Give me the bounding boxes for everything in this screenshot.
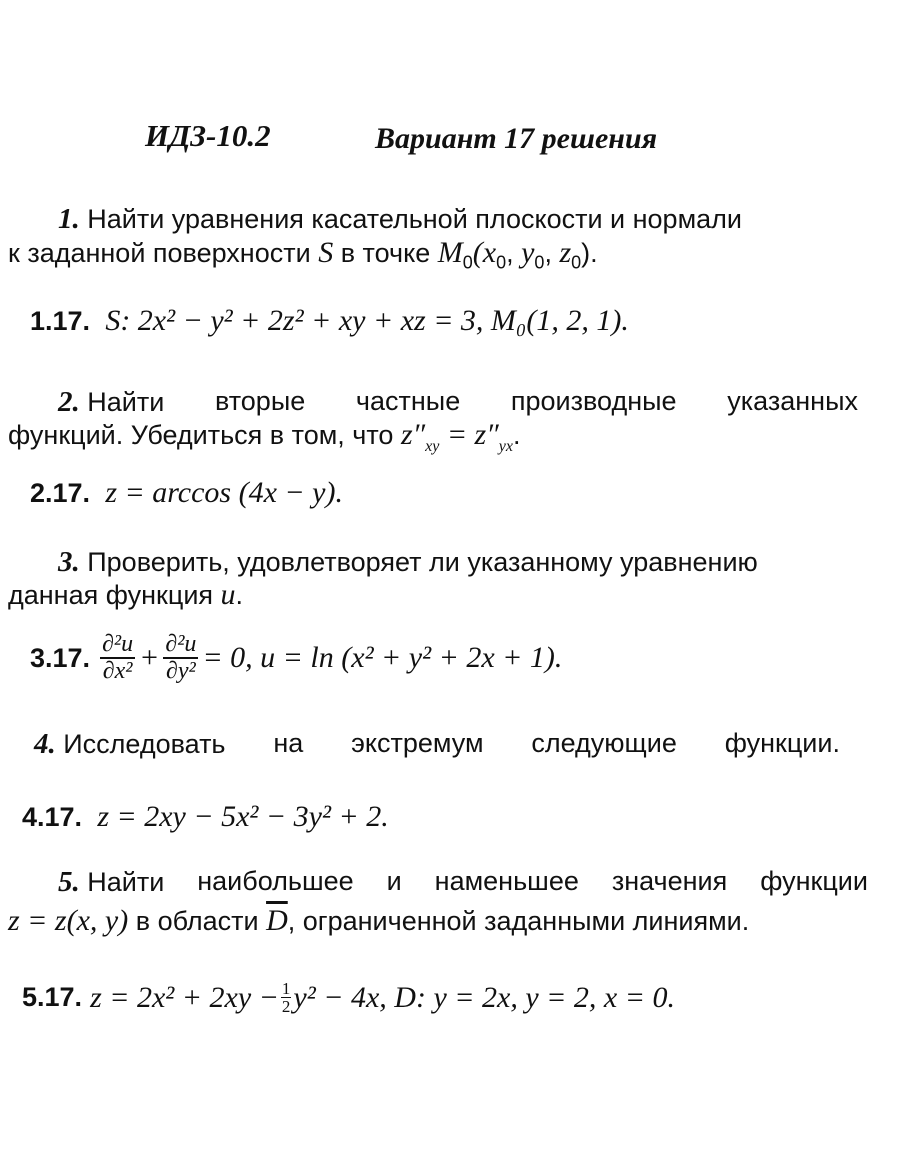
task-5-problem-number: 5.17.: [22, 982, 83, 1012]
task-2-problem-number: 2.17.: [30, 478, 91, 508]
task-3-number: 3.: [58, 546, 80, 578]
task-2-text-line-1: 2. Найти вторые частные производные указанных: [58, 386, 858, 418]
task-2-problem-formula: z = arccos (4x − y).: [105, 476, 343, 509]
task-2-problem: [30, 478, 343, 508]
document-title: ИДЗ-10.2: [145, 118, 271, 153]
task-4-number: 4.: [34, 728, 56, 760]
task-3-text-line-2: данная функция u.: [8, 578, 244, 611]
task-5-half-fraction: $\frac{1}{2}$: [281, 979, 291, 1016]
task-5-problem: [22, 980, 675, 1015]
task-1-number: 1.: [58, 203, 80, 235]
task-1-text-line-1: 1. Найти уравнения касательной плоскости и нормали: [58, 203, 742, 235]
task-2-text-line-2: функций. Убедиться в том, что $z''_{xy} = z''_{yx}$.: [8, 418, 521, 455]
task-5-problem-part-a: z = 2x² + 2xy −: [90, 980, 279, 1014]
task-5-number: 5.: [58, 866, 80, 898]
task-4-problem-number: 4.17.: [22, 802, 83, 832]
variant-label: Вариант 17 решения: [375, 122, 658, 155]
task-3-problem: 3.17. $\frac{\text{∂²u}}{\text{∂x²}}$ + $\frac{\text{∂²u}}{\text{∂y²}}$ = 0, u = ln (x² + y² + 2x + 1).: [30, 631, 563, 685]
task-3-problem-rest: = 0, u = ln (x² + y² + 2x + 1).: [202, 641, 563, 675]
task-4-problem-formula: z = 2xy − 5x² − 3y² + 2.: [97, 800, 389, 833]
task-5-text-line-1: 5. Найти наибольшее и наменьшее значения функции: [58, 866, 868, 898]
task-4-problem: [22, 802, 389, 832]
task-3-text-line-1: 3. Проверить, удовлетворяет ли указанному уравнению: [58, 546, 758, 578]
task-5-problem-part-b: y² − 4x, D: y = 2x, y = 2, x = 0.: [293, 980, 675, 1014]
task-3-fraction-1: $\frac{\text{∂²u}}{\text{∂x²}}$: [102, 631, 134, 685]
task-1-problem: [30, 306, 629, 336]
task-1-problem-number: 1.17.: [30, 306, 91, 336]
task-2-number: 2.: [58, 386, 80, 418]
task-1-problem-formula: S: 2x² − y² + 2z² + xy + xz = 3, M₀(1, 2, 1).: [105, 304, 629, 337]
task-3-problem-number: 3.17.: [30, 642, 91, 673]
task-5-text-line-2: z = z(x, y) в области $\overline{D}$, ограниченной заданными линиями.: [8, 904, 750, 937]
task-4-text-line-1: 4. Исследовать на экстремум следующие функции.: [34, 728, 840, 760]
task-3-fraction-2: $\frac{\text{∂²u}}{\text{∂y²}}$: [165, 631, 197, 685]
task-1-text-line-2: к заданной поверхности S в точке $M_0(x_0$, $y_0$, $z_0$).: [8, 236, 598, 273]
